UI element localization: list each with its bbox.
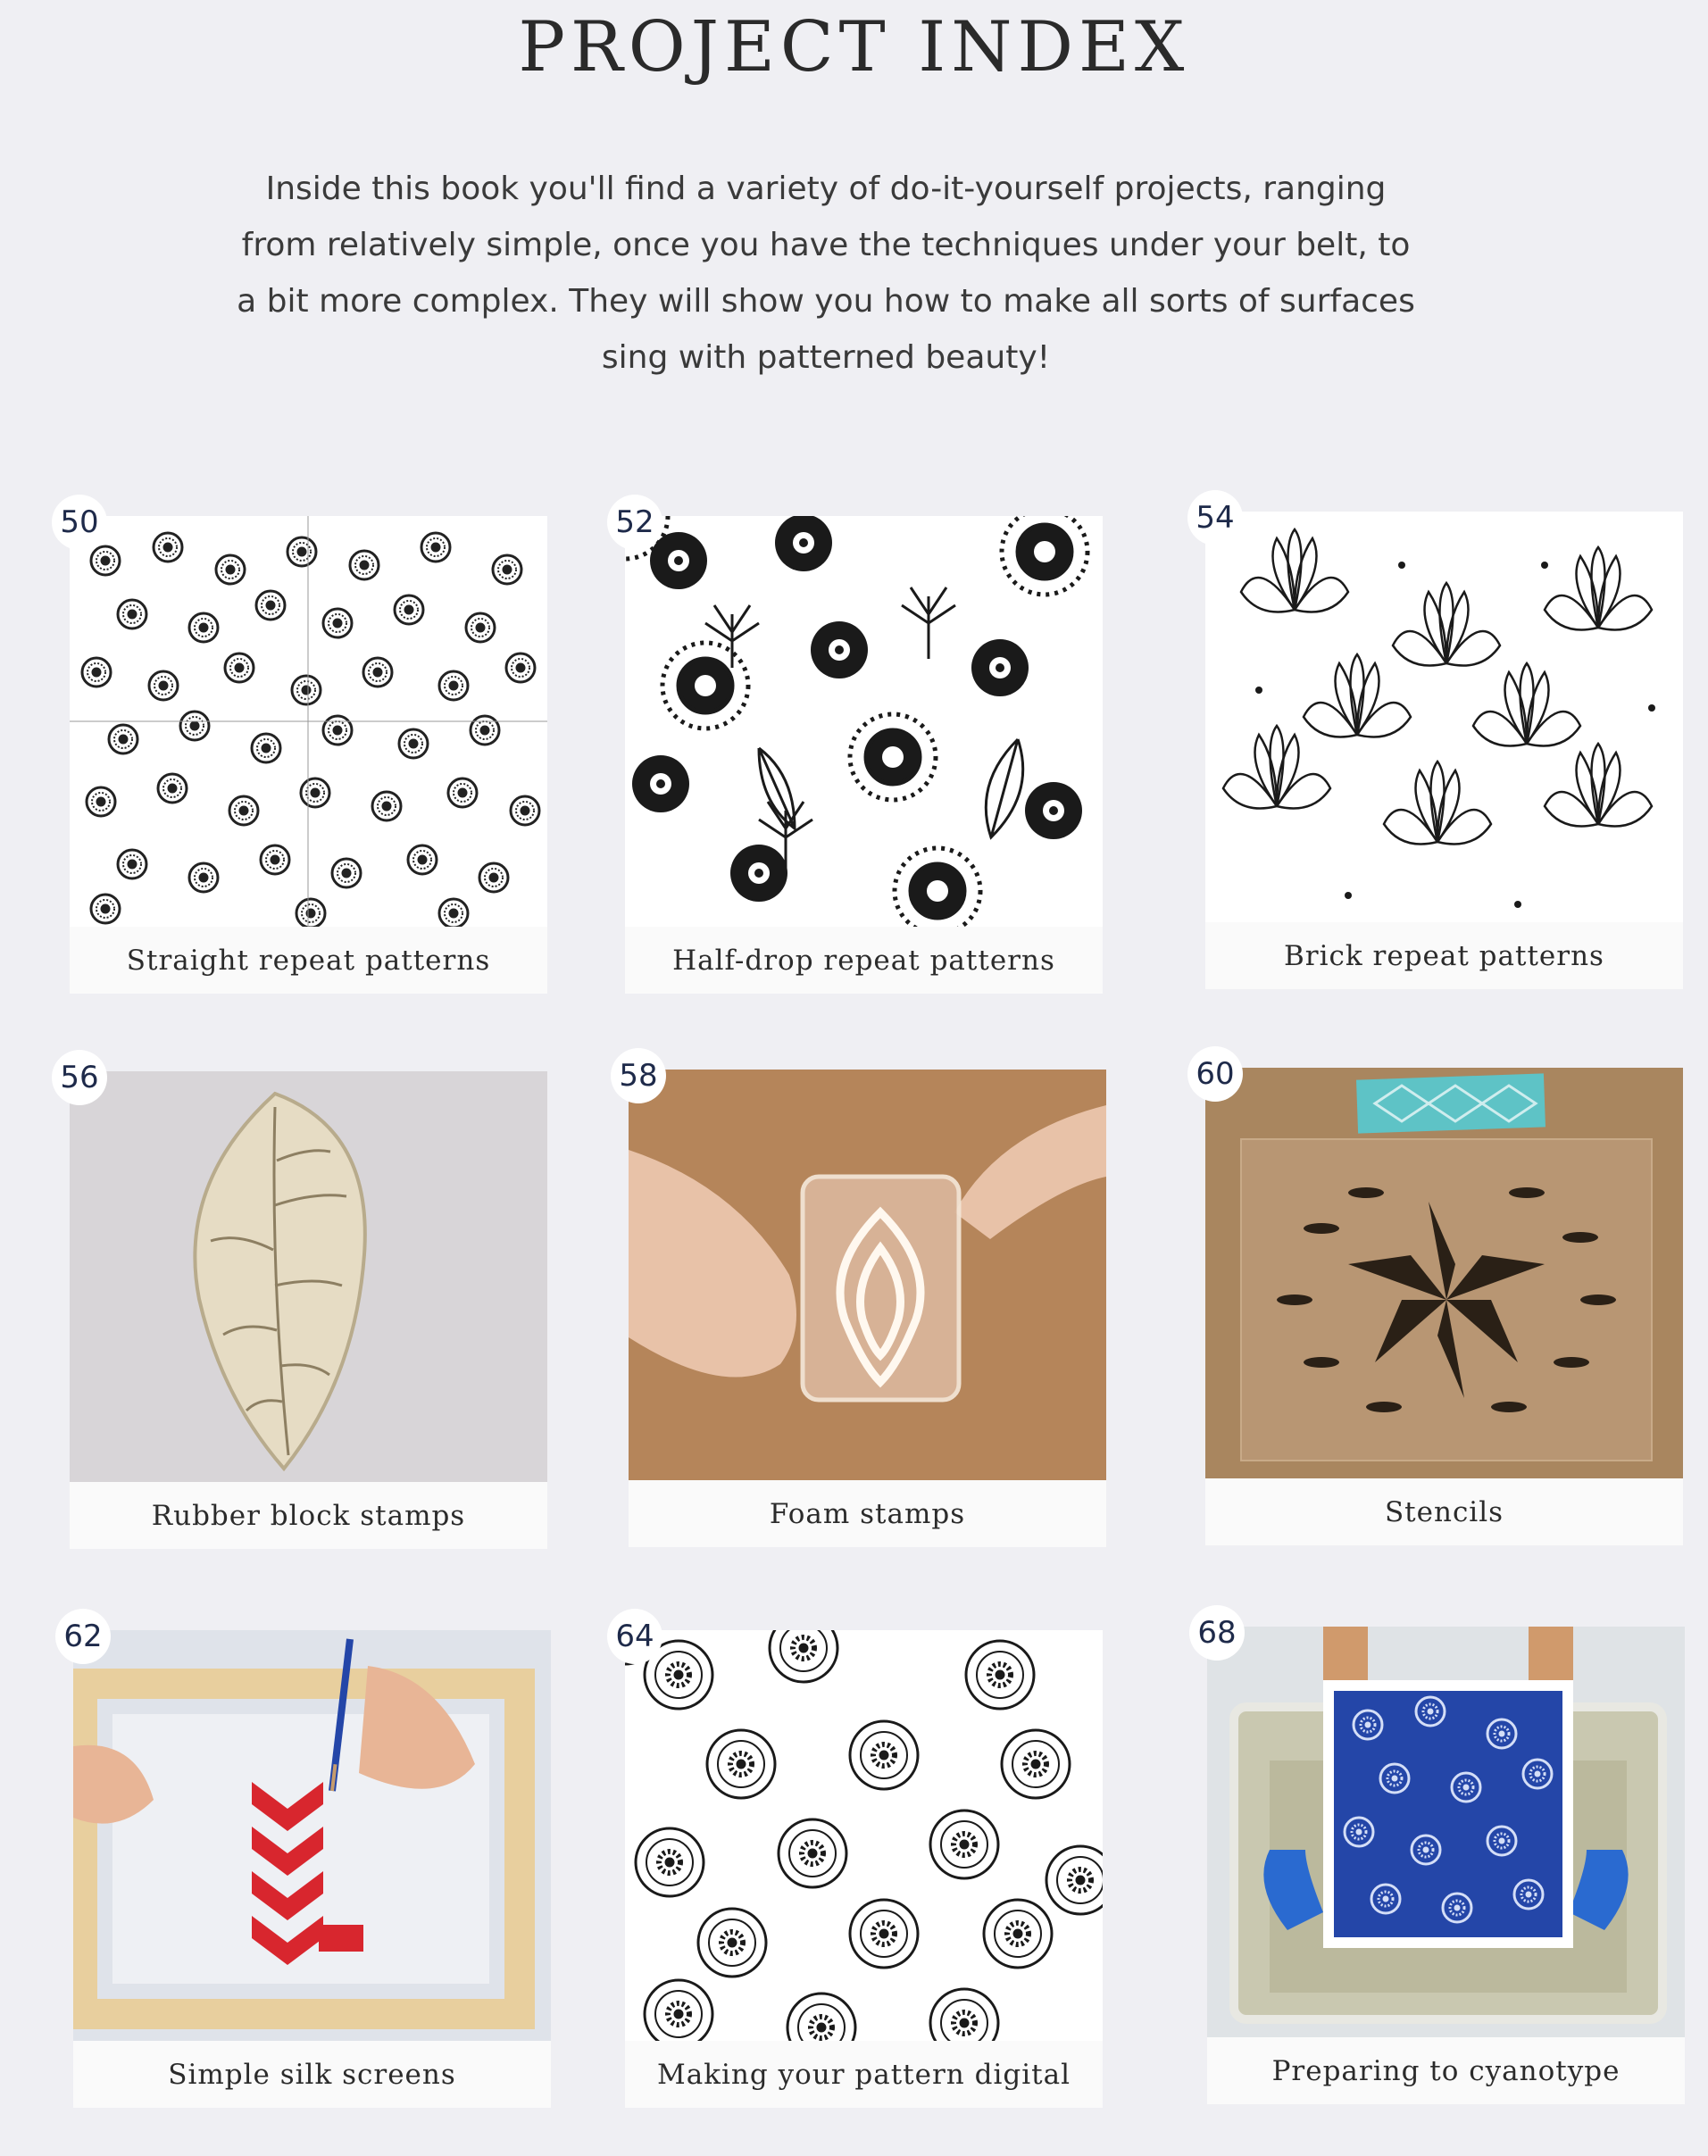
project-caption: Stencils bbox=[1205, 1478, 1683, 1545]
circle-pattern-image bbox=[70, 516, 547, 927]
project-card-stencils[interactable] bbox=[1196, 1056, 1683, 1545]
project-caption: Foam stamps bbox=[629, 1480, 1106, 1547]
project-caption: Making your pattern digital bbox=[625, 2041, 1103, 2108]
project-card-rubber-block-stamps[interactable] bbox=[60, 1060, 547, 1549]
page-number-badge: 50 bbox=[52, 495, 107, 550]
project-card-brick-repeat[interactable] bbox=[1196, 500, 1683, 989]
project-caption: Half-drop repeat patterns bbox=[625, 927, 1103, 994]
digital-pattern-image bbox=[625, 1630, 1103, 2041]
silk-screen-image bbox=[73, 1630, 551, 2041]
straight-repeat-pattern-image bbox=[70, 516, 547, 927]
page-number-badge: 58 bbox=[611, 1048, 666, 1103]
project-caption: Simple silk screens bbox=[73, 2041, 551, 2108]
project-caption: Brick repeat patterns bbox=[1205, 922, 1683, 989]
project-caption: Rubber block stamps bbox=[70, 1482, 547, 1549]
project-card-simple-silk-screens[interactable] bbox=[63, 1619, 551, 2108]
foam-stamp-photo bbox=[629, 1070, 1106, 1480]
page-number-badge: 64 bbox=[607, 1609, 662, 1664]
cyanotype-photo bbox=[1207, 1627, 1685, 2037]
page-number-badge: 62 bbox=[55, 1609, 111, 1664]
page-number-badge: 52 bbox=[607, 495, 662, 550]
page-number-badge: 54 bbox=[1187, 490, 1243, 545]
flower-pattern-image bbox=[625, 516, 1103, 927]
silk-screen-photo bbox=[73, 1630, 551, 2041]
project-card-half-drop-repeat[interactable] bbox=[615, 504, 1103, 994]
project-card-foam-stamps[interactable] bbox=[619, 1058, 1106, 1547]
page-number-badge: 60 bbox=[1187, 1046, 1243, 1102]
page-number-badge: 56 bbox=[52, 1050, 107, 1105]
brick-repeat-pattern-image bbox=[1205, 512, 1683, 922]
project-caption: Preparing to cyanotype bbox=[1207, 2037, 1685, 2104]
project-card-preparing-to-cyanotype[interactable] bbox=[1197, 1615, 1685, 2104]
half-drop-pattern-image bbox=[625, 516, 1103, 927]
lotus-pattern-image bbox=[1205, 512, 1683, 922]
cyanotype-image bbox=[1207, 1627, 1685, 2037]
page-title: PROJECT INDEX bbox=[518, 7, 1190, 87]
rubber-leaf-stamp-photo bbox=[70, 1071, 547, 1482]
page-number-badge: 68 bbox=[1189, 1605, 1245, 1661]
project-card-straight-repeat[interactable] bbox=[60, 504, 547, 994]
project-caption: Straight repeat patterns bbox=[70, 927, 547, 994]
leaf-stamp-image bbox=[70, 1071, 547, 1482]
foam-stamp-image bbox=[629, 1070, 1106, 1480]
stencil-photo bbox=[1205, 1068, 1683, 1478]
intro-paragraph: Inside this book you'll find a variety of do-it-yourself projects, ranging from relatively simple, once you have the techniques under your belt, to a bit more complex. They will show you how to make all sorts of surfaces sing with patterned beauty! bbox=[237, 171, 1415, 376]
project-card-making-pattern-digital[interactable] bbox=[615, 1619, 1103, 2108]
stencil-image bbox=[1205, 1068, 1683, 1478]
digital-circle-pattern-image bbox=[625, 1630, 1103, 2041]
